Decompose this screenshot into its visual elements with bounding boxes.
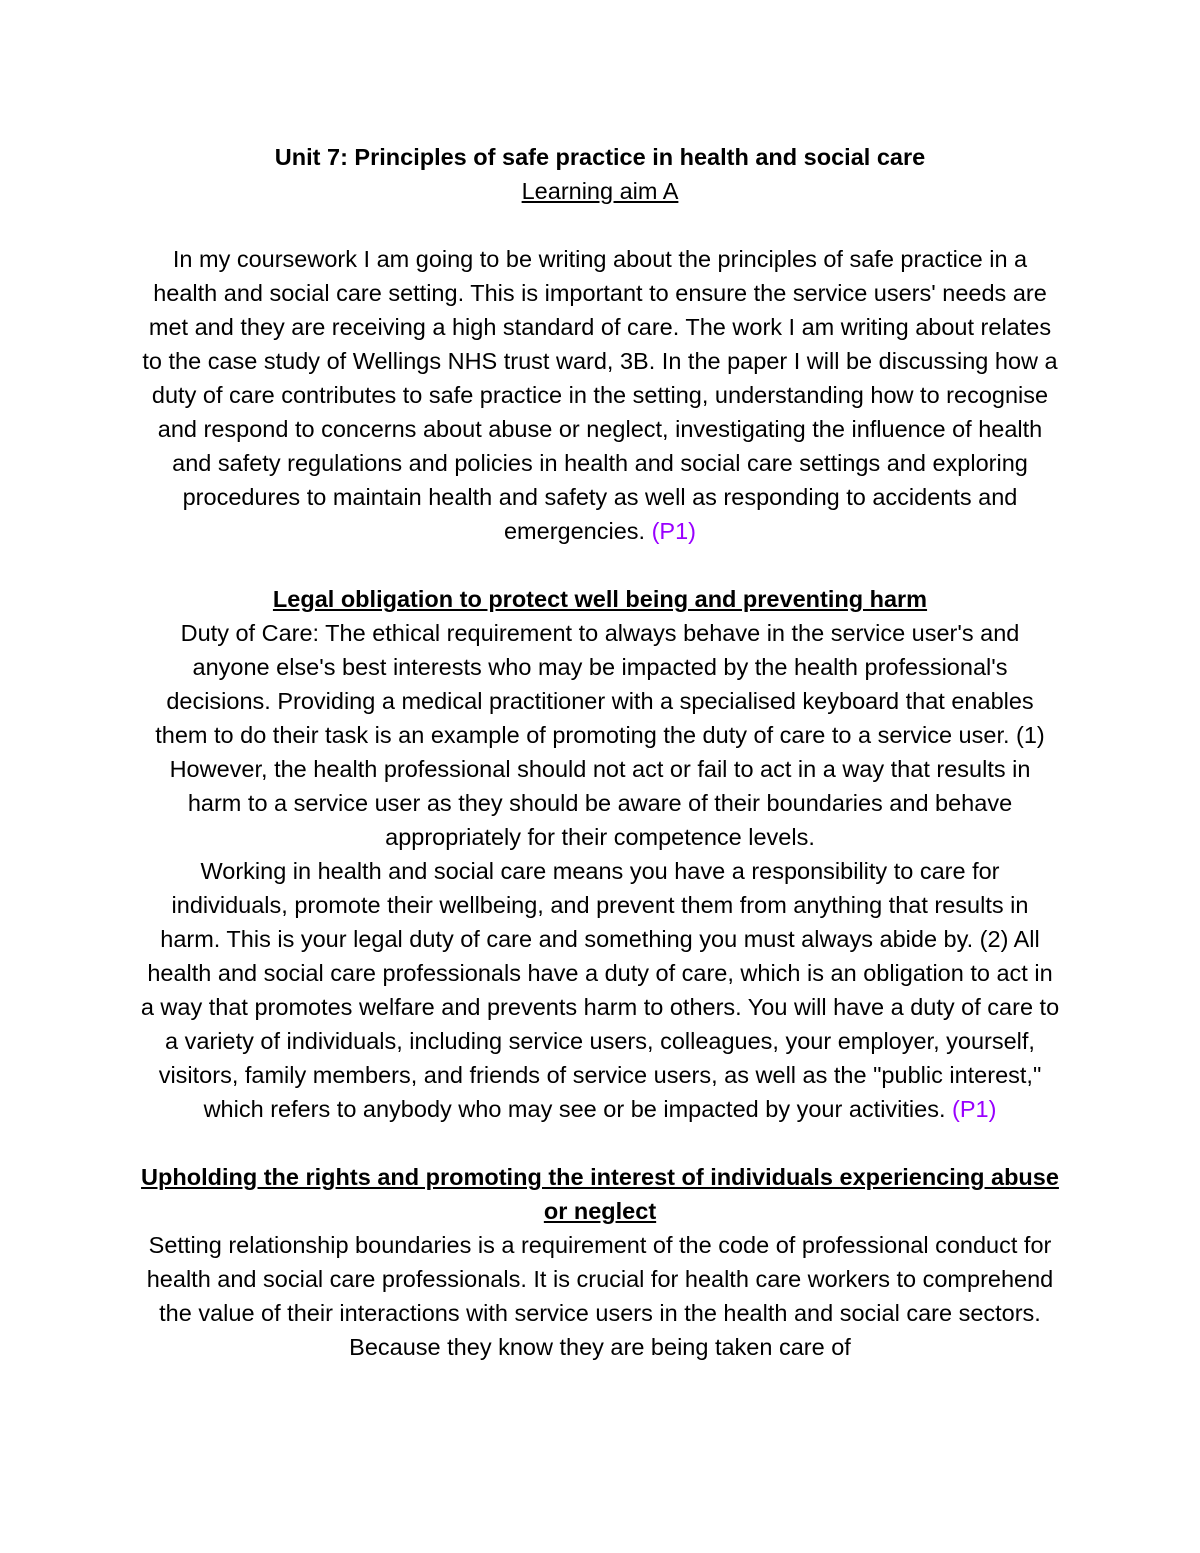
section-heading-legal-obligation: Legal obligation to protect well being and preventing harm bbox=[272, 586, 928, 612]
responsibility-text: Working in health and social care means you have a responsibility to care for individuals, promote their wellbeing, and prevent them from anything that results in harm. This is your legal duty of care and something you must always abide by. (2) All health and social care professionals have a duty of care, which is an obligation to act in a way that promotes welfare and prevents harm to others. You will have a duty of care to a variety of individuals, including service users, colleagues, your employer, yourself, visitors, family members, and friends of service users, as well as the "public interest," which refers to anybody who may see or be impacted by your activities. bbox=[140, 858, 1060, 1122]
section-heading-upholding-rights: Upholding the rights and promoting the interest of individuals experiencing abuse or neglect bbox=[141, 1164, 1059, 1224]
intro-reference: (P1) bbox=[651, 518, 696, 544]
section1-reference: (P1) bbox=[952, 1096, 997, 1122]
subtitle-text: Learning aim A bbox=[521, 178, 679, 204]
intro-text: In my coursework I am going to be writing about the principles of safe practice in a health and social care setting. This is important to ensure the service users' needs are met and they are receiving a high standard of care. The work I am writing about relates to the case study of Wellings NHS trust ward, 3B. In the paper I will be discussing how a duty of care contributes to safe practice in the setting, understanding how to recognise and respond to concerns about abuse or neglect, investigating the influence of health and safety regulations and policies in health and social care settings and exploring procedures to maintain health and safety as well as responding to accidents and emergencies. bbox=[142, 246, 1058, 544]
page-title: Unit 7: Principles of safe practice in health and social care bbox=[274, 144, 926, 170]
page-subtitle bbox=[140, 174, 1060, 208]
document-page bbox=[140, 140, 1060, 1364]
spacer bbox=[140, 1126, 1060, 1160]
intro-paragraph bbox=[140, 242, 1060, 548]
boundaries-paragraph: Setting relationship boundaries is a requirement of the code of professional conduct for health and social care professionals. It is crucial for health care workers to comprehend the value of their interactions with service users in the health and social care sectors. Because they know they are being taken care of bbox=[146, 1232, 1054, 1360]
duty-of-care-paragraph: Duty of Care: The ethical requirement to always behave in the service user's and anyone else's best interests who may be impacted by the health professional's decisions. Providing a medical practitioner with a specialised keyboard that enables them to do their task is an example of promoting the duty of care to a service user. (1) However, the health professional should not act or fail to act in a way that results in harm to a service user as they should be aware of their boundaries and behave appropriately for their competence levels. bbox=[155, 620, 1045, 850]
responsibility-paragraph bbox=[140, 854, 1060, 1126]
spacer bbox=[140, 548, 1060, 582]
spacer bbox=[140, 208, 1060, 242]
